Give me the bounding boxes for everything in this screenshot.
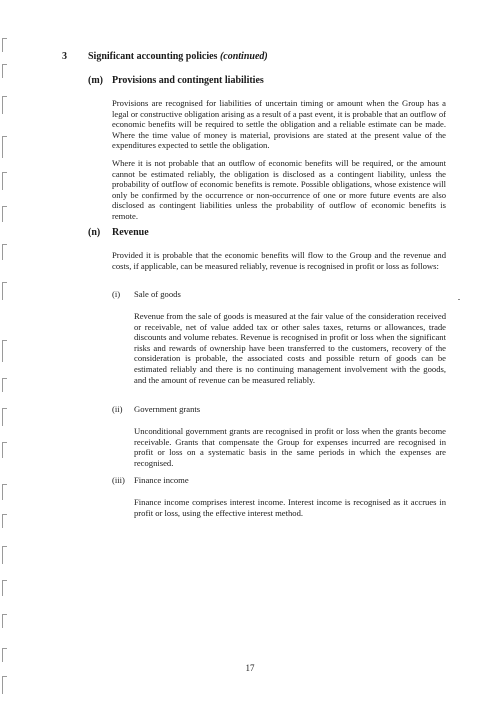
government-grants-paragraph: Unconditional government grants are recognised in profit or loss when the grants become receivable. Grants that compensate the Group for expenses incurred are recognised in profit or loss on a systematic basis in the same periods in which the expenses are recognised. [134, 426, 446, 468]
binding-edge-mark [2, 408, 9, 426]
section-number: 3 [62, 51, 67, 62]
page-number: 17 [245, 663, 255, 673]
finance-income-paragraph: Finance income comprises interest income. Interest income is recognised as it accrues in profit or loss, using the effective interest method. [134, 497, 446, 518]
subsection-letter-n: (n) [88, 227, 101, 238]
binding-edge-mark [2, 442, 9, 458]
binding-edge-mark [2, 580, 9, 596]
binding-edge-mark [2, 38, 9, 52]
binding-edge-mark [2, 244, 9, 260]
revenue-item-number: (ii) [112, 404, 123, 414]
scan-speck [458, 299, 460, 300]
binding-edge-mark [2, 340, 9, 362]
subsection-title-revenue: Revenue [112, 227, 149, 238]
binding-edge-mark [2, 378, 9, 392]
binding-edge-mark [2, 96, 9, 114]
binding-edge-mark [2, 514, 9, 528]
revenue-item-title-government-grants: Government grants [134, 404, 201, 414]
binding-edge-mark [2, 484, 9, 500]
provisions-paragraph-2: Where it is not probable that an outflow of economic benefits will be required, or the amount cannot be estimated reliably, the obligation is disclosed as a contingent liability, unless the probability of outflow of economic benefits is remote. Possible obligations, whose existence will only be confirmed by the occurrence or non-occurrence of one or more future events are also disclosed as contingent liabilities unless the probability of outflow of economic benefits is remote. [112, 158, 446, 221]
binding-edge-mark [2, 648, 9, 662]
provisions-paragraph-1: Provisions are recognised for liabilities of uncertain timing or amount when the Group has a legal or constructive obligation arising as a result of a past event, it is probable that an outflow of economic benefits will be required to settle the obligation and a reliable estimate can be made. Where the time value of money is material, provisions are stated at the present value of the expenditures expected to settle the obligation. [112, 98, 446, 151]
binding-edge-mark [2, 546, 9, 564]
section-continued-label: (continued) [219, 51, 268, 62]
section-title [88, 51, 268, 62]
subsection-letter-m: (m) [88, 75, 103, 86]
sale-of-goods-paragraph: Revenue from the sale of goods is measured at the fair value of the consideration received or receivable, net of value added tax or other sales taxes, returns or allowances, trade discounts and volume rebates. Revenue is recognised in profit or loss when the significant risks and rewards of ownership have been transferred to the customers, recovery of the consideration is probable, the associated costs and possible return of goods can be estimated reliably and there is no continuing management involvement with the goods, and the amount of revenue can be measured reliably. [134, 311, 446, 385]
binding-edge-mark [2, 64, 9, 78]
revenue-item-number: (iii) [112, 475, 125, 485]
binding-edge-mark [2, 172, 9, 190]
revenue-item-title-sale-of-goods: Sale of goods [134, 289, 181, 299]
binding-edge-mark [2, 614, 9, 628]
revenue-intro-paragraph: Provided it is probable that the economic benefits will flow to the Group and the revenue and costs, if applicable, can be measured reliably, revenue is recognised in profit or loss as follows: [112, 250, 446, 271]
subsection-title-provisions: Provisions and contingent liabilities [112, 75, 264, 86]
binding-edge-mark [2, 206, 9, 222]
binding-edge-mark [2, 282, 9, 300]
binding-edge-mark [2, 676, 9, 694]
revenue-item-number: (i) [112, 289, 121, 299]
binding-edge-mark [2, 136, 9, 158]
revenue-item-title-finance-income: Finance income [134, 475, 189, 485]
section-title-text: Significant accounting policies [88, 51, 218, 62]
